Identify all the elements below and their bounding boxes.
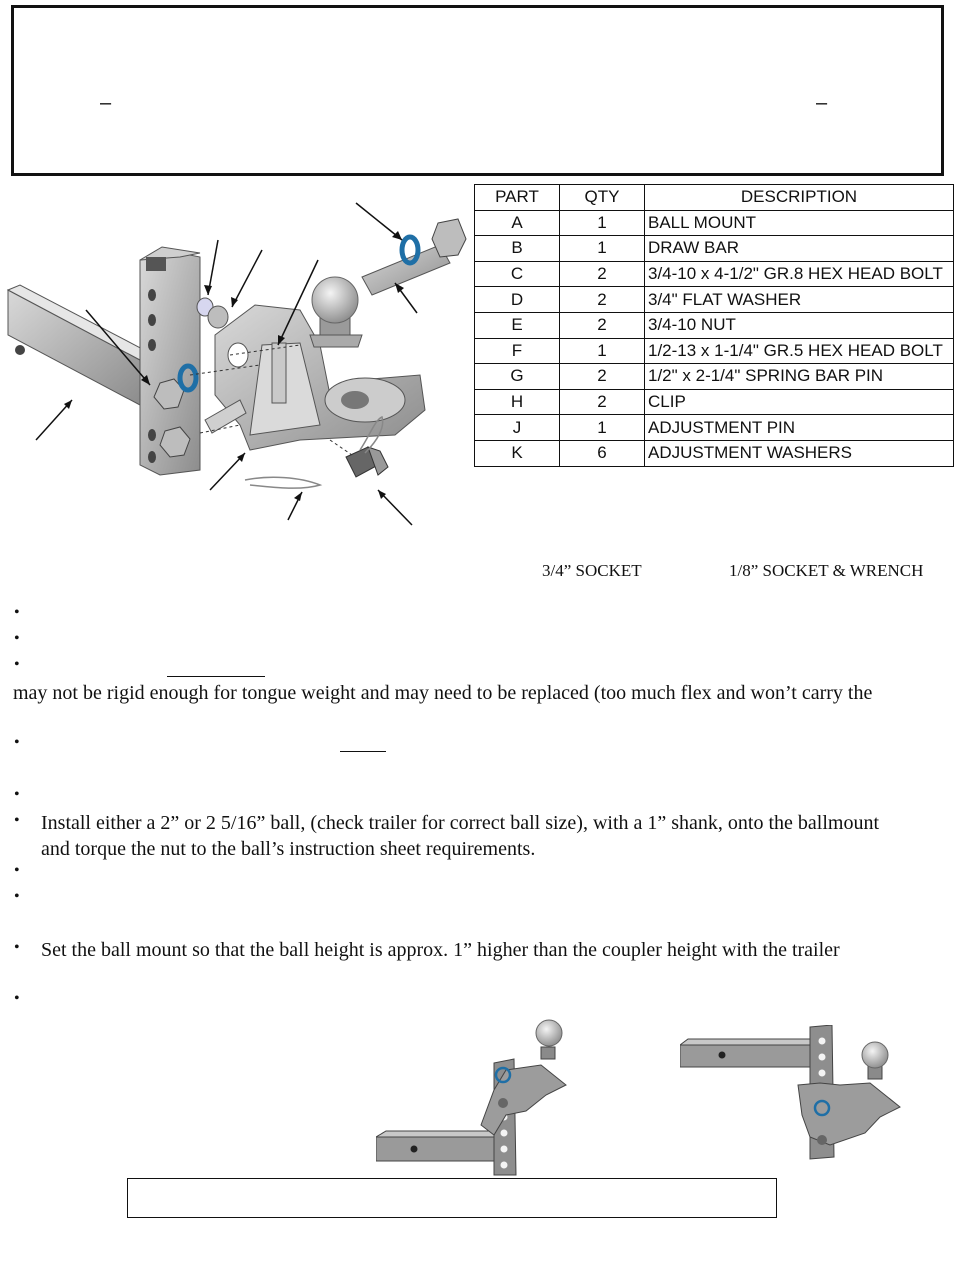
- qty-cell: 2: [560, 261, 645, 287]
- part-cell: C: [475, 261, 560, 287]
- description-cell: 3/4" FLAT WASHER: [645, 287, 954, 313]
- description-cell: ADJUSTMENT WASHERS: [645, 440, 954, 466]
- table-row: [475, 338, 954, 364]
- underline-blank-1: [167, 676, 265, 677]
- qty-cell: 1: [560, 338, 645, 364]
- header-box: [11, 5, 944, 176]
- hitch-ball: [310, 277, 362, 347]
- part-cell: E: [475, 312, 560, 338]
- bullet-4: •: [14, 734, 20, 751]
- column-header-part: PART: [475, 185, 560, 211]
- qty-cell: 6: [560, 440, 645, 466]
- parts-table-header-row: [475, 185, 954, 211]
- exploded-assembly-diagram: [0, 195, 470, 535]
- part-cell: A: [475, 210, 560, 236]
- description-cell: ADJUSTMENT PIN: [645, 415, 954, 441]
- underline-blank-2: [340, 751, 386, 752]
- bullet-7: •: [14, 862, 20, 879]
- tool-socket-wrench: 1/8” SOCKET & WRENCH: [729, 561, 924, 580]
- bullet-2: •: [14, 630, 20, 647]
- parts-table: [474, 184, 954, 467]
- header-dash-left: –: [100, 92, 112, 114]
- part-cell: B: [475, 236, 560, 262]
- hex-head-bolt-top: [362, 219, 466, 295]
- bullet-1: •: [14, 604, 20, 621]
- qty-cell: 2: [560, 287, 645, 313]
- column-header-description: DESCRIPTION: [645, 185, 954, 211]
- description-cell: DRAW BAR: [645, 236, 954, 262]
- instruction-ball-install-2: and torque the nut to the ball’s instruction sheet requirements.: [41, 838, 536, 860]
- drop-configuration-diagram: [376, 1015, 576, 1177]
- description-cell: 1/2-13 x 1-1/4" GR.5 HEX HEAD BOLT: [645, 338, 954, 364]
- part-cell: J: [475, 415, 560, 441]
- header-dash-right: –: [816, 92, 828, 114]
- bullet-10: •: [14, 990, 20, 1007]
- table-row: [475, 210, 954, 236]
- instruction-ball-install-1: Install either a 2” or 2 5/16” ball, (check trailer for correct ball size), with a 1” shank, onto the ballmount: [41, 812, 880, 834]
- bullet-5: •: [14, 786, 20, 803]
- description-cell: 3/4-10 x 4-1/2" GR.8 HEX HEAD BOLT: [645, 261, 954, 287]
- table-row: [475, 236, 954, 262]
- rise-configuration-diagram: [680, 1025, 905, 1165]
- qty-cell: 2: [560, 312, 645, 338]
- table-row: [475, 261, 954, 287]
- part-cell: G: [475, 364, 560, 390]
- bullet-8: •: [14, 888, 20, 905]
- part-cell: H: [475, 389, 560, 415]
- instruction-flex-line: may not be rigid enough for tongue weight and may need to be replaced (too much flex and won’t carry the: [13, 682, 873, 704]
- qty-cell: 1: [560, 236, 645, 262]
- part-cell: K: [475, 440, 560, 466]
- part-cell: F: [475, 338, 560, 364]
- table-row: [475, 440, 954, 466]
- table-row: [475, 312, 954, 338]
- description-cell: BALL MOUNT: [645, 210, 954, 236]
- qty-cell: 1: [560, 415, 645, 441]
- draw-bar-shank: [8, 285, 150, 405]
- bullet-9: •: [14, 939, 20, 956]
- table-row: [475, 364, 954, 390]
- qty-cell: 1: [560, 210, 645, 236]
- description-cell: 3/4-10 NUT: [645, 312, 954, 338]
- table-row: [475, 287, 954, 313]
- bullet-6: •: [14, 812, 20, 829]
- bullet-3: •: [14, 656, 20, 673]
- column-header-qty: QTY: [560, 185, 645, 211]
- description-cell: CLIP: [645, 389, 954, 415]
- table-row: [475, 389, 954, 415]
- note-box: [127, 1178, 777, 1218]
- part-cell: D: [475, 287, 560, 313]
- table-row: [475, 415, 954, 441]
- description-cell: 1/2" x 2-1/4" SPRING BAR PIN: [645, 364, 954, 390]
- tool-socket-3-4: 3/4” SOCKET: [542, 561, 642, 580]
- instruction-ball-height: Set the ball mount so that the ball height is approx. 1” higher than the coupler height with the trailer: [41, 939, 840, 961]
- qty-cell: 2: [560, 364, 645, 390]
- qty-cell: 2: [560, 389, 645, 415]
